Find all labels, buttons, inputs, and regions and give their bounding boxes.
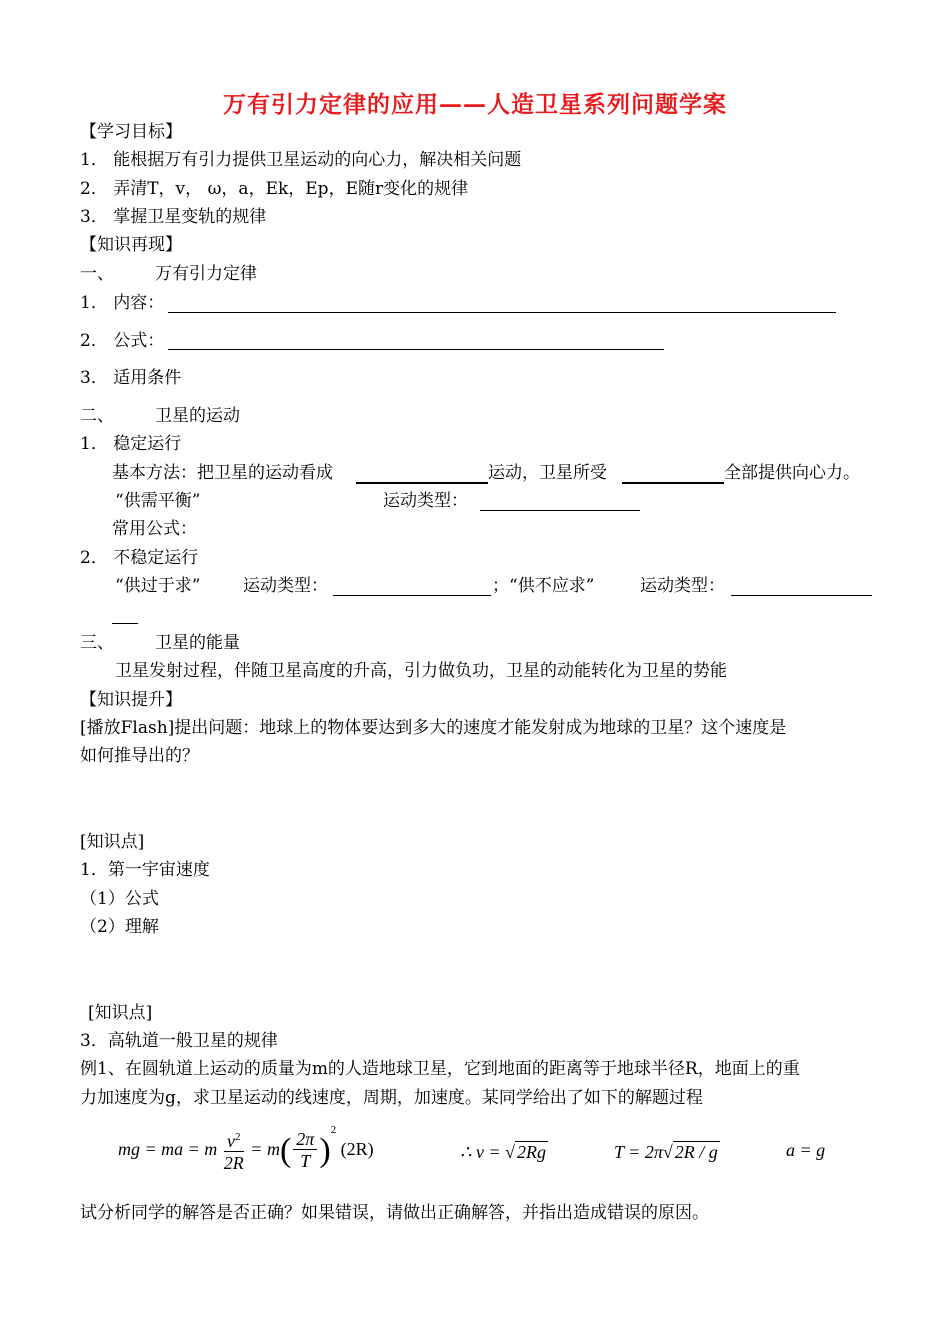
content-blank[interactable] xyxy=(168,312,836,313)
under-label: ；“供不应求” xyxy=(492,576,595,596)
first-cosmic-velocity: 1．第一宇宙速度 xyxy=(80,860,210,880)
formula-item: （1）公式 xyxy=(80,889,159,909)
section-number: 一、 xyxy=(80,264,114,284)
method-text: 基本方法：把卫星的运动看成 xyxy=(112,463,333,483)
section-title: 卫星的能量 xyxy=(155,633,240,653)
over-type-blank[interactable] xyxy=(333,595,491,596)
section-title: 卫星的运动 xyxy=(155,406,240,426)
eq-lhs: mg = ma = m xyxy=(118,1139,218,1159)
motion-type-blank[interactable] xyxy=(480,510,640,511)
formula-blank[interactable] xyxy=(168,349,664,350)
energy-text: 卫星发射过程，伴随卫星高度的升高，引力做负功，卫星的动能转化为卫星的势能 xyxy=(115,661,727,681)
common-formula-label: 常用公式： xyxy=(112,519,197,539)
motion-type-label: 运动类型： xyxy=(640,576,725,596)
under-type-blank-cont[interactable] xyxy=(112,623,138,624)
equation-period: T = 2π√ 2R / g xyxy=(614,1142,718,1162)
knowledge-point-label: [知识点] xyxy=(80,832,145,852)
goal-item: 3． 掌握卫星变轨的规律 xyxy=(80,207,267,227)
frac-sup: 2 xyxy=(235,1131,241,1144)
frac-num: 2π xyxy=(293,1129,317,1150)
fraction-2pi-t xyxy=(293,1129,317,1172)
equation-main xyxy=(118,1124,374,1174)
frac-num: v xyxy=(227,1131,236,1152)
section-title: 万有引力定律 xyxy=(155,264,257,284)
force-blank[interactable] xyxy=(622,482,724,484)
example-text: 力加速度为g，求卫星运动的线速度，周期，加速度。某同学给出了如下的解题过程 xyxy=(80,1088,703,1108)
formula-label: 2． 公式： xyxy=(80,331,165,351)
method-text: 全部提供向心力。 xyxy=(724,463,860,483)
section-number: 三、 xyxy=(80,633,114,653)
v-prefix: ∴ v = xyxy=(460,1142,506,1162)
question-text: [播放Flash]提出问题：地球上的物体要达到多大的速度才能发射成为地球的卫星？这个速度是 xyxy=(80,718,787,738)
fraction-v2-2r xyxy=(224,1127,244,1174)
high-orbit-title: 3．高轨道一般卫星的规律 xyxy=(80,1031,278,1051)
equation-velocity: ∴ v = √ 2Rg xyxy=(460,1142,546,1162)
goal-item: 1． 能根据万有引力提供卫星运动的向心力，解决相关问题 xyxy=(80,150,522,170)
eq-mid: = m xyxy=(250,1139,280,1159)
v-radicand: 2Rg xyxy=(516,1142,546,1162)
stable-label: 1． 稳定运行 xyxy=(80,434,182,454)
motion-blank[interactable] xyxy=(356,482,488,484)
question-text: 如何推导出的？ xyxy=(80,746,199,766)
frac-den: T xyxy=(300,1151,311,1172)
conditions-label: 3． 适用条件 xyxy=(80,368,182,388)
example-text: 例1、在圆轨道上运动的质量为m的人造地球卫星，它到地面的距离等于地球半径R，地面上的重 xyxy=(80,1059,800,1079)
eq-tail: (2R) xyxy=(340,1139,374,1159)
analysis-text: 试分析同学的解答是否正确？如果错误，请做出正确解答，并指出造成错误的原因。 xyxy=(80,1203,709,1223)
knowledge-point-label: [知识点] xyxy=(88,1003,153,1023)
unstable-label: 2． 不稳定运行 xyxy=(80,548,199,568)
t-prefix: T = 2π xyxy=(614,1142,663,1162)
motion-type-label: 运动类型： xyxy=(383,491,468,511)
square-exponent: 2 xyxy=(330,1124,337,1136)
improve-heading: 【知识提升】 xyxy=(80,690,182,710)
balance-label: “供需平衡” xyxy=(115,491,201,511)
review-heading: 【知识再现】 xyxy=(80,235,182,255)
left-paren: ( xyxy=(279,1131,292,1169)
goal-item: 2． 弄清T，v， ω，a，Ek，Ep，E随r变化的规律 xyxy=(80,179,469,199)
t-radicand: 2R / g xyxy=(674,1142,718,1162)
motion-type-label: 运动类型： xyxy=(243,576,328,596)
equation-acceleration: a = g xyxy=(786,1140,826,1160)
goals-heading: 【学习目标】 xyxy=(80,122,182,142)
method-text: 运动，卫星所受 xyxy=(488,463,607,483)
page-title: 万有引力定律的应用——人造卫星系列问题学案 xyxy=(223,91,727,118)
section-number: 二、 xyxy=(80,406,114,426)
over-label: “供过于求” xyxy=(115,576,201,596)
right-paren: ) xyxy=(319,1131,331,1169)
under-type-blank[interactable] xyxy=(731,595,872,596)
understand-item: （2）理解 xyxy=(80,917,159,937)
content-label: 1． 内容： xyxy=(80,293,165,313)
frac-den: 2R xyxy=(223,1153,244,1174)
